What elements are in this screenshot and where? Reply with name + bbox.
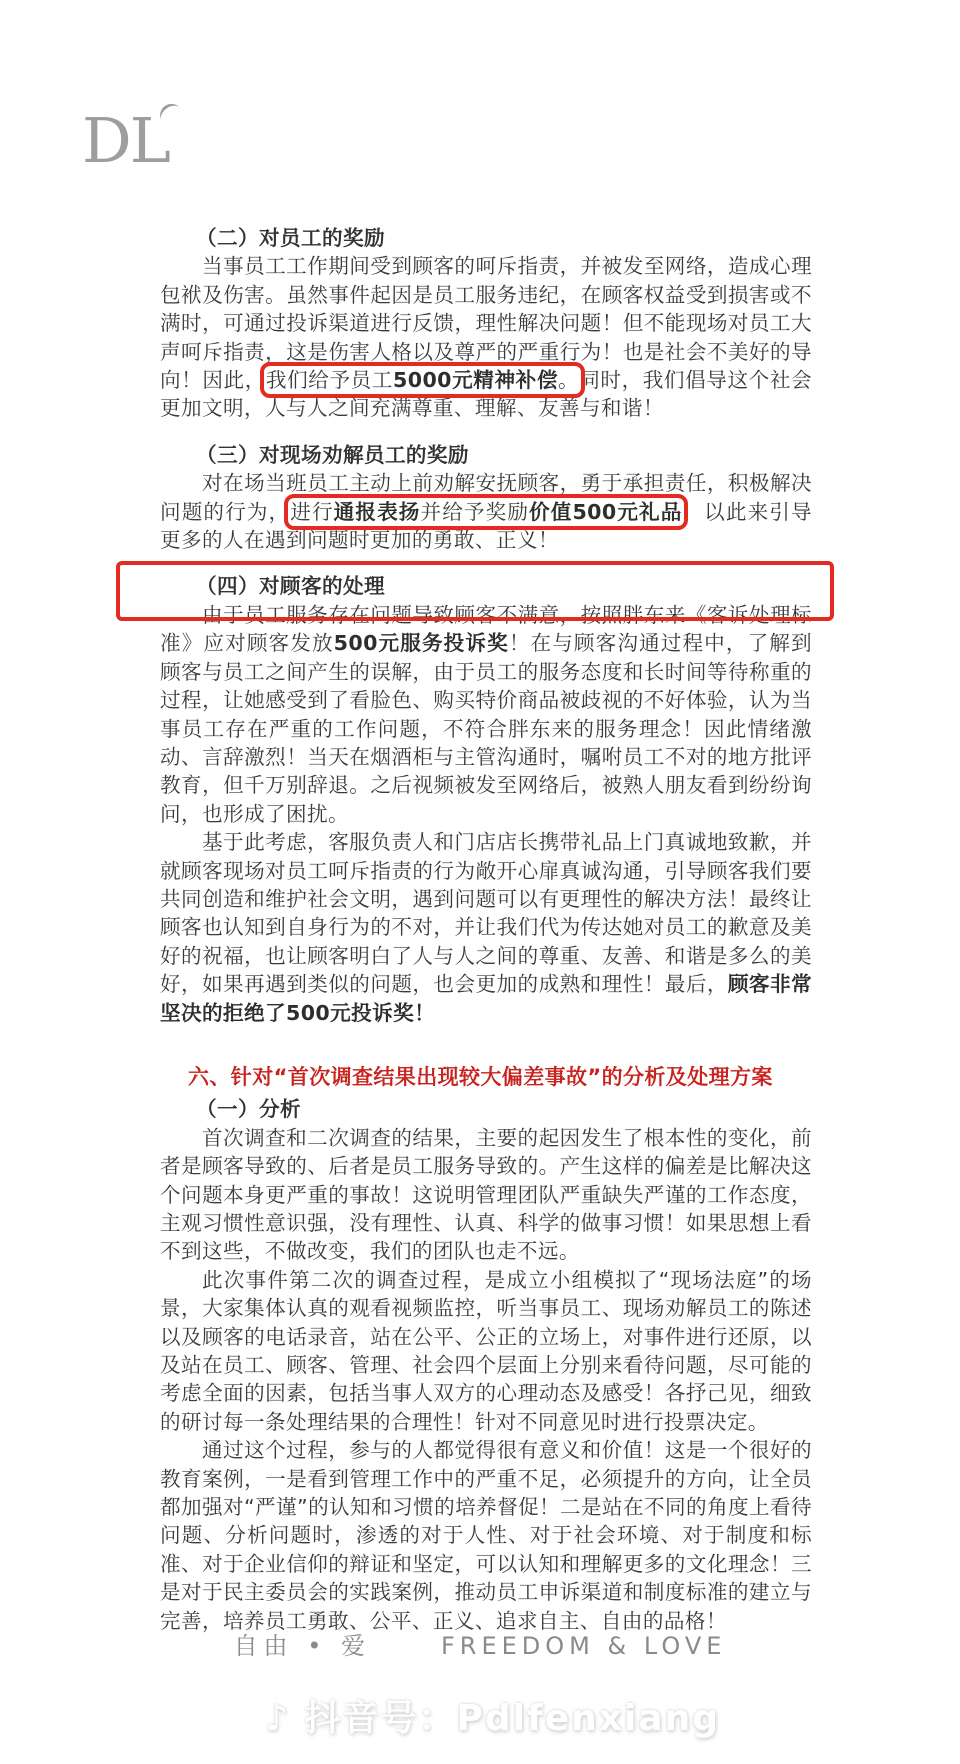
- watermark-text: 抖音号：Pdlfenxiang: [304, 1698, 720, 1739]
- logo-text: DL: [82, 104, 169, 177]
- text: 并给予奖励: [420, 499, 530, 524]
- douyin-icon: ♪: [265, 1698, 290, 1739]
- bold-text: 顾客非常坚决的拒绝了500元投诉奖！: [160, 972, 812, 1025]
- paragraph-mediator-reward: [160, 469, 812, 554]
- text: 基于此考虑，客服负责人和门店店长携带礼品上门真诚地致歉，并就顾客现场对员工呵斥指责的行为敞开心扉真诚沟通，引导顾客我们要共同创造和维护社会文明，遇到问题可以有更理性的解决方法！最终让顾客也认知到自身行为的不对，并让我们代为传达她对员工的歉意及美好的祝福，也让顾客明白了人与人之间的尊重、友善、和谐是多么的美好，如果再遇到类似的问题，也会更加的成熟和理性！最后，: [160, 830, 812, 997]
- highlight-box-5000: [266, 368, 579, 392]
- text: 我们给予员工: [265, 368, 393, 393]
- brand-logo: [82, 104, 169, 177]
- paragraph-analysis-3: 通过这个过程，参与的人都觉得很有意义和价值！这是一个很好的教育案例，一是看到管理工作中的严重不足，必须提升的方向，让全员都加强对“严谨”的认知和习惯的培养督促！二是站在不同的角度上看待问题、分析问题时，渗透的对于人性、对于社会环境、对于制度和标准、对于企业信仰的辩证和坚定，可以认知和理解更多的文化理念！三是对于民主委员会的实践案例，推动员工申诉渠道和制度标准的建立与完善，培养员工勇敢、公平、正义、追求自主、自由的品格！: [160, 1438, 812, 1633]
- text: 。: [558, 368, 580, 393]
- text: 同时，我们倡导这个社会更加文明，人与人之间充满尊重、理解、友善与和谐！: [160, 368, 813, 421]
- slogan-english: FREEDOM & LOVE: [440, 1632, 727, 1660]
- heading-mediator-reward: （三）对现场劝解员工的奖励: [196, 442, 469, 467]
- text: 对在场当班员工主动上前劝解安抚顾客，勇于承担责任，积极解决问题的行为，: [160, 471, 812, 524]
- highlight-box-500-gift: [290, 500, 682, 524]
- paragraph-analysis-1: 首次调查和二次调查的结果，主要的起因发生了根本性的变化，前者是顾客导致的、后者是员工服务导致的。产生这样的偏差是比解决这个问题本身更严重的事故！这说明管理团队严重缺失严谨的工作态度，主观习惯性意识强，没有理性、认真、科学的做事习惯！如果思想上看不到这些，不做改变，我们的团队也走不远。: [160, 1125, 812, 1264]
- text: 由于员工服务存在问题导致顾客不满意，按照胖东来《客诉处理标准》应对顾客发放: [160, 602, 812, 656]
- section-six-heading: 六、针对“首次调查结果出现较大偏差事故”的分析及处理方案: [188, 1064, 773, 1089]
- watermark: [265, 1690, 720, 1741]
- heading-customer-handling: （四）对顾客的处理: [196, 574, 385, 599]
- text: 当事员工工作期间受到顾客的呵斥指责，并被发至网络，造成心理包袱及伤害。虽然事件起因是员工服务违纪，在顾客权益受到损害或不满时，可通过投诉渠道进行反馈，理性解决问题！但不能现场对员工大声呵斥指责，这是伤害人格以及尊严的严重行为！也是社会不美好的导向！因此，: [160, 254, 812, 393]
- bold-text: 价值500元礼品: [529, 499, 683, 524]
- bold-text: 5000元精神补偿: [393, 368, 559, 393]
- text: 进行: [290, 499, 334, 524]
- document-body: [160, 224, 812, 1635]
- text: ！在与顾客沟通过程中，了解到顾客与员工之间产生的误解，由于员工的服务态度和长时间等待称重的过程，让她感受到了看脸色、购买特价商品被歧视的不好体验，认为当事员工存在严重的工作问题，不符合胖东来的服务理念！因此情绪激动、言辞激烈！当天在烟酒柜与主管沟通时，嘱咐员工不对的地方批评教育，但千万别辞退。之后视频被发至网络后，被熟人朋友看到纷纷询问，也形成了困扰。: [160, 631, 812, 826]
- heading-analysis: （一）分析: [196, 1097, 301, 1122]
- paragraph-analysis-2: 此次事件第二次的调查过程，是成立小组模拟了“现场法庭”的场景，大家集体认真的观看视频监控，听当事员工、现场劝解员工的陈述以及顾客的电话录音，站在公平、公正的立场上，对事件进行还原，以及站在员工、顾客、管理、社会四个层面上分别来看待问题，尽可能的考虑全面的因素，包括当事人双方的心理动态及感受！各抒己见，细致的研讨每一条处理结果的合理性！针对不同意见时进行投票决定。: [160, 1267, 812, 1434]
- slogan-chinese: 自由 • 爱: [233, 1632, 371, 1660]
- paragraph-employee-reward: [160, 252, 812, 422]
- paragraph-apology-visit: [160, 828, 812, 1027]
- bold-text: 500元服务投诉奖: [333, 631, 509, 656]
- heading-employee-reward: （二）对员工的奖励: [196, 226, 385, 250]
- bold-text: 通报表扬: [333, 499, 421, 524]
- text: ，以此来引导更多的人在遇到问题时更加的勇敢、正义！: [160, 499, 812, 553]
- footer-slogan: [0, 1626, 960, 1661]
- paragraph-customer-handling: [160, 601, 812, 828]
